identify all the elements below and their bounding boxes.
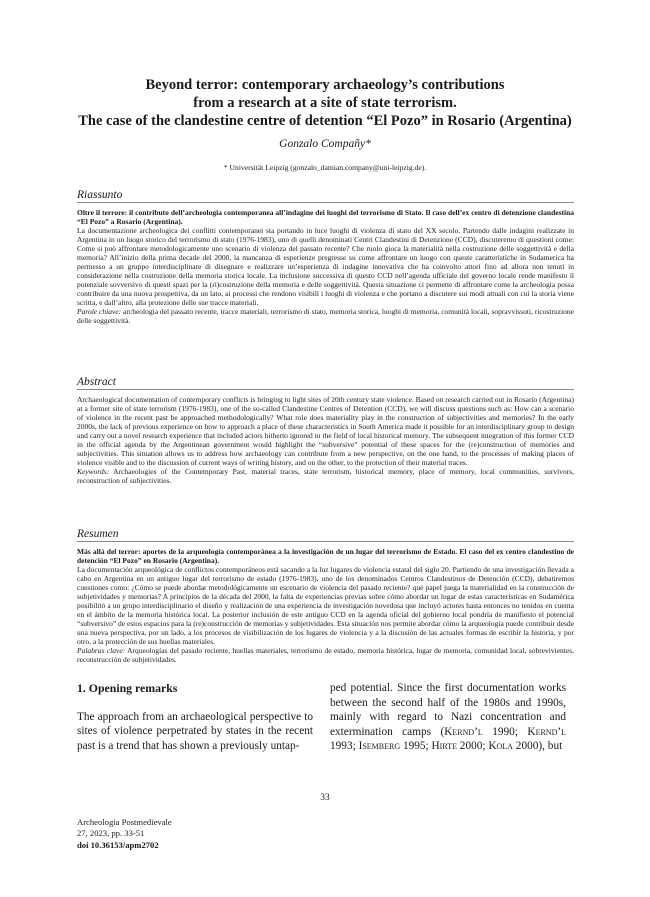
journal-doi: doi 10.36153/apm2702 xyxy=(77,839,159,850)
journal-footer xyxy=(77,817,172,851)
journal-volume: 27, 2023, pp. 33-51 xyxy=(77,828,145,839)
body-paragraph: The approach from an archaeological perspective to sites of violence perpetrated by states in the recent past is a trend that has shown a previously untap- xyxy=(77,710,313,752)
section-divider xyxy=(77,202,574,203)
citation-author: Kernd’l xyxy=(444,725,483,738)
citation-year: 1993; xyxy=(330,740,359,753)
abstract-body: Archaeological documentation of contemporary conflicts is bringing to light sites of 20th century state violence. Based on research carried out in Rosario (Argentina) at a former site of state terrorism (1976-1983), one of the so-called Clandestine Centres of Detention (CCD), we will discuss questions such as: How can a scenario of violence in the recent past be approached methodologically? What role does materiality play in the construction of subjectivities and memories? In the early 2000s, the lack of previous experience on how to approach a place of these characteristics in South America made it possible for an interdisciplinary group to design and carry out a novel research experience that included actors hitherto ignored in the field of local historical memory. The subsequent integration of this former CCD in the official agenda by the Argentinean government would highlight the “subversive” potential of these spaces for the (re)construction of memories and subjectivities. This situation allows us to address how archaeology can contribute from a new perspective, on the one hand, to the processes of making places of violence visible and to the discussion of current ways of writing history, and on the other, to the protection of their material traces. xyxy=(77,395,575,467)
citation-year: 1990; xyxy=(482,725,528,738)
body-text: ped potential. Since the first documentation works between the second half of the 1980s and 1990s, mainly with regard to Nazi concentration and extermination camps ( xyxy=(330,682,566,738)
riassunto-keywords xyxy=(77,307,574,325)
abstract-heading: Abstract xyxy=(77,376,116,388)
resumen-keywords xyxy=(77,646,574,664)
citation-author: Kola xyxy=(488,740,513,753)
resumen-body: La documentación arqueológica de conflictos contemporáneos está sacando a la luz lugares de violencia estatal del siglo 20. Partiendo de una investigación llevada a cabo en Argentina en un antiguo lugar del terrorismo de estado (1976-1983), uno de los denominados Centros Clandestinos de Detención (CCD), debatiremos cuestiones como: ¿Cómo se puede abordar metodológicamente un escenario de violencia del pasado reciente? qué papel juega la materialidad en la construcción de subjetividades y memorias? A principios de la década del 2000, la falta de experiencias previas sobre cómo abordar un lugar de estas características en Sudamérica posibilitó a un grupo interdisciplinario el diseño y realización de una experiencia de investigación novedosa que incluyó actores hasta entonces no tenidos en cuenta en el ámbito de la memoria histórica local. La posterior inclusión de este antiguo CCD en la agenda oficial del gobierno local pondría de manifiesto el potencial “subversivo” de estos espacios para la (re)construcción de memorias y subjetividades. Esta situación nos permite abordar cómo la arqueología puede contribuir desde una nueva perspectiva, por un lado, a los procesos de visibilización de los lugares de violencia y a la discusión de las actuales formas de escribir la historia, y por otro, a la protección de sus huellas materiales. xyxy=(77,565,574,646)
resumen-heading: Resumen xyxy=(77,528,119,540)
citation-year: 1995; xyxy=(400,740,432,753)
keywords-label: Parole chiave: xyxy=(77,307,122,316)
citation-author: Hirte xyxy=(431,740,457,753)
title-line: from a research at a site of state terrorism. xyxy=(193,95,457,111)
title-line: The case of the clandestine centre of detention “El Pozo” in Rosario (Argentina) xyxy=(78,113,572,129)
author-affiliation: * Universität Leipzig (gonzalo_damian.company@uni-leipzig.de). xyxy=(223,163,427,172)
keywords-label: Keywords: xyxy=(77,467,110,476)
section-heading: 1. Opening remarks xyxy=(77,681,178,695)
resumen-section xyxy=(77,528,574,664)
citation-year: 2000; xyxy=(456,740,489,753)
keywords-text: archeologia del passato recente, tracce materiali, terrorismo di stato, memoria storica, luoghi di memoria, comunità locali, sopravvissuti, ricostruzione delle soggettività. xyxy=(77,307,574,325)
journal-name: Archeologia Postmedievale xyxy=(77,817,172,827)
author-name: Gonzalo Compañy* xyxy=(279,138,371,150)
keywords-text: Archaeologies of the Contemporary Past, material traces, state terrorism, historical memory, place of memory, local communities, survivors, reconstruction of subjectivities. xyxy=(77,467,574,485)
citation-author: Kernd’l xyxy=(527,725,566,738)
section-divider xyxy=(77,389,574,390)
title-line: Beyond terror: contemporary archaeology’s contributions xyxy=(145,77,505,93)
page-number: 33 xyxy=(320,793,330,803)
body-column-left xyxy=(77,681,313,753)
body-column-right xyxy=(330,681,566,754)
keywords-label: Palabras clave: xyxy=(77,646,126,655)
abstract-keywords xyxy=(77,467,574,485)
keywords-text: Arqueologías del pasado reciente, huellas materiales, terrorismo de estado, memoria histórica, lugar de memoria, comunidad local, sobrevivientes, reconstrucción de subjetividades. xyxy=(77,646,574,664)
riassunto-subtitle: Oltre il terrore: il contributo dell’archeologia contemporanea all’indagine dei luoghi del terrorismo di Stato. Il caso dell’ex centro di detenzione clandestina “El Pozo” a Rosario (Argentina). xyxy=(77,208,574,226)
citation-year: 2000), but xyxy=(512,740,563,753)
abstract-section xyxy=(77,376,574,485)
section-divider xyxy=(77,541,574,542)
riassunto-body: La documentazione archeologica dei conflitti contemporanei sta portando in luce luoghi di violenza di stato del XX secolo. Partendo dalle indagini realizzate in Argentina in un luogo storico del terrorismo di stato (1976-1983), uno di quelli denominati Centri Clandestini di Detenzione (CCD), discuteremo di questioni come: Come si può affrontare metodologicamente uno scenario di violenza del passato recente? Che ruolo gioca la materialità nella costruzione delle soggettività e della memoria? All’inizio della prima decade del 2000, la mancanza di esperienze pregresse su come affrontare un luogo con queste caratteristiche in Sudamerica ha permesso a un gruppo interdisciplinare di disegnare e realizzare un’esperienza di indagine innovativa che ha coinvolto attori fino ad allora non tenuti in considerazione nella costruzione della memoria storica locale. La inclusione successiva di questo CCD nell’agenda ufficiale del governo locale rende manifesto il potenziale sovversivo di questi spazi per la (ri)costruzione della memoria e delle soggettività. Questa situazione ci permette di affrontare come la archeologia possa contribuire da una nuova prospettiva, da un lato, ai processi che rendono visibili i luoghi di violenza e che portano a discutere sui modi attuali con cui la storia viene scritta, e dall’altro, alla protezione delle sue tracce materiali. xyxy=(77,226,574,307)
riassunto-heading: Riassunto xyxy=(77,189,123,201)
resumen-subtitle: Más allá del terror: aportes de la arqueología contemporánea a la investigación de un lugar del terrorismo de Estado. El caso del ex centro clandestino de detención “El Pozo” en Rosario (Argentina). xyxy=(77,547,574,565)
body-paragraph xyxy=(330,681,566,754)
article-title xyxy=(70,76,580,130)
riassunto-section xyxy=(77,189,574,325)
citation-author: Isemberg xyxy=(358,740,401,753)
